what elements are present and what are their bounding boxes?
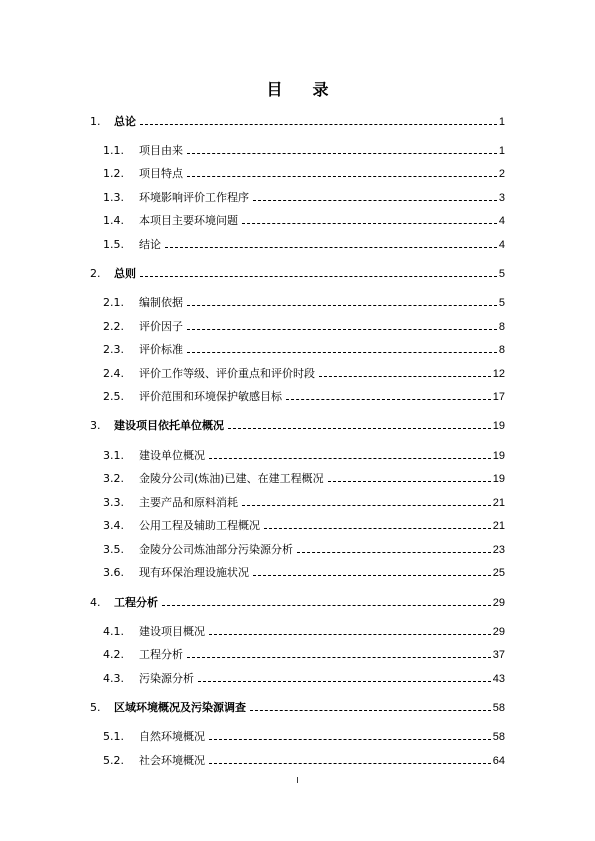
toc-page-number: 23 xyxy=(492,544,505,556)
toc-page-number: 19 xyxy=(492,420,505,432)
toc-leader-dots xyxy=(209,634,491,635)
toc-section-entry[interactable] xyxy=(103,191,505,205)
toc-label: 社会环境概况 xyxy=(139,754,205,767)
toc-leader-dots xyxy=(187,657,491,658)
toc-section-entry[interactable] xyxy=(103,144,505,158)
toc-section-entry[interactable] xyxy=(103,296,505,310)
toc-page-number: 5 xyxy=(498,268,505,280)
toc-label: 编制依据 xyxy=(139,296,183,309)
toc-label: 项目由来 xyxy=(139,144,183,157)
toc-section-entry[interactable] xyxy=(103,449,505,463)
toc-section-entry[interactable] xyxy=(103,730,505,744)
toc-section-entry[interactable] xyxy=(103,625,505,639)
toc-leader-dots xyxy=(264,528,491,529)
toc-number: 4.1. xyxy=(103,625,124,638)
toc-page-number: 19 xyxy=(492,473,505,485)
toc-page-number: 1 xyxy=(498,145,505,157)
toc-page-number: 21 xyxy=(492,497,505,509)
toc-chapter-entry[interactable] xyxy=(90,115,505,129)
toc-number: 2.1. xyxy=(103,296,124,309)
toc-leader-dots xyxy=(253,200,497,201)
toc-page-number: 29 xyxy=(492,597,505,609)
toc-leader-dots xyxy=(319,376,491,377)
toc-number: 1.3. xyxy=(103,191,124,204)
toc-chapter-entry[interactable] xyxy=(90,267,505,281)
toc-leader-dots xyxy=(209,763,491,764)
toc-leader-dots xyxy=(187,176,497,177)
toc-label: 公用工程及辅助工程概况 xyxy=(139,519,260,532)
toc-leader-dots xyxy=(140,124,497,125)
toc-label: 评价工作等级、评价重点和评价时段 xyxy=(139,367,315,380)
toc-number: 2.3. xyxy=(103,343,124,356)
toc-section-entry[interactable] xyxy=(103,496,505,510)
toc-chapter-entry[interactable] xyxy=(90,701,505,715)
toc-page-number: 43 xyxy=(492,673,505,685)
toc-number: 3.1. xyxy=(103,449,124,462)
toc-leader-dots xyxy=(140,276,497,277)
toc-number: 3.3. xyxy=(103,496,124,509)
toc-page-number: 4 xyxy=(498,239,505,251)
toc-label: 污染源分析 xyxy=(139,672,194,685)
toc-leader-dots xyxy=(187,329,497,330)
toc-section-entry[interactable] xyxy=(103,543,505,557)
toc-leader-dots xyxy=(187,352,497,353)
toc-chapter-entry[interactable] xyxy=(90,419,505,433)
toc-number: 4.3. xyxy=(103,672,124,685)
toc-section-entry[interactable] xyxy=(103,566,505,580)
toc-label: 区域环境概况及污染源调查 xyxy=(114,701,246,714)
toc-label: 环境影响评价工作程序 xyxy=(139,191,249,204)
toc-section-entry[interactable] xyxy=(103,167,505,181)
toc-leader-dots xyxy=(198,681,491,682)
toc-leader-dots xyxy=(162,605,491,606)
toc-number: 4. xyxy=(90,596,101,609)
toc-number: 5.2. xyxy=(103,754,124,767)
toc-section-entry[interactable] xyxy=(103,648,505,662)
toc-page-number: 8 xyxy=(498,321,505,333)
toc-label: 项目特点 xyxy=(139,167,183,180)
toc-label: 建设项目依托单位概况 xyxy=(114,419,224,432)
toc-number: 3.6. xyxy=(103,566,124,579)
toc-page-number: 17 xyxy=(492,391,505,403)
toc-leader-dots xyxy=(242,505,491,506)
toc-leader-dots xyxy=(165,247,497,248)
toc-leader-dots xyxy=(297,552,491,553)
toc-page-number: 21 xyxy=(492,520,505,532)
toc-leader-dots xyxy=(209,458,491,459)
toc-label: 建设项目概况 xyxy=(139,625,205,638)
toc-number: 1.4. xyxy=(103,214,124,227)
toc-section-entry[interactable] xyxy=(103,320,505,334)
toc-label: 金陵分公司(炼油)已建、在建工程概况 xyxy=(139,472,324,485)
toc-label: 总论 xyxy=(114,115,136,128)
toc-page-number: 1 xyxy=(498,116,505,128)
toc-section-entry[interactable] xyxy=(103,238,505,252)
toc-page-number: 8 xyxy=(498,344,505,356)
toc-label: 本项目主要环境问题 xyxy=(139,214,238,227)
toc-leader-dots xyxy=(228,428,491,429)
toc-label: 评价因子 xyxy=(139,320,183,333)
toc-page-number: 3 xyxy=(498,192,505,204)
toc-number: 3. xyxy=(90,419,101,432)
toc-page-number: 4 xyxy=(498,215,505,227)
page-footer xyxy=(0,776,595,785)
toc-label: 评价范围和环境保护敏感目标 xyxy=(139,390,282,403)
toc-leader-dots xyxy=(286,399,491,400)
toc-page-number: 12 xyxy=(492,368,505,380)
toc-number: 2.2. xyxy=(103,320,124,333)
toc-section-entry[interactable] xyxy=(103,519,505,533)
toc-number: 1.1. xyxy=(103,144,124,157)
toc-page-number: 64 xyxy=(492,755,505,767)
toc-number: 1.5. xyxy=(103,238,124,251)
toc-label: 金陵分公司炼油部分污染源分析 xyxy=(139,543,293,556)
toc-chapter-entry[interactable] xyxy=(90,596,505,610)
toc-page-number: 29 xyxy=(492,626,505,638)
toc-label: 主要产品和原料消耗 xyxy=(139,496,238,509)
toc-page-number: 37 xyxy=(492,649,505,661)
toc-number: 3.2. xyxy=(103,472,124,485)
toc-leader-dots xyxy=(187,153,497,154)
toc-page-number: 5 xyxy=(498,297,505,309)
toc-number: 2.5. xyxy=(103,390,124,403)
toc-section-entry[interactable] xyxy=(103,672,505,686)
toc-page-number: 2 xyxy=(498,168,505,180)
toc-page-number: 58 xyxy=(492,702,505,714)
toc-leader-dots xyxy=(250,710,491,711)
toc-section-entry[interactable] xyxy=(103,367,505,381)
title-part-2: 录 xyxy=(312,80,329,99)
toc-label: 评价标准 xyxy=(139,343,183,356)
toc-number: 1.2. xyxy=(103,167,124,180)
toc-label: 建设单位概况 xyxy=(139,449,205,462)
toc-number: 5.1. xyxy=(103,730,124,743)
toc-section-entry[interactable] xyxy=(103,472,505,486)
toc-leader-dots xyxy=(253,575,491,576)
toc-label: 自然环境概况 xyxy=(139,730,205,743)
toc-page-number: 19 xyxy=(492,450,505,462)
toc-page-number: 58 xyxy=(492,731,505,743)
toc-section-entry[interactable] xyxy=(103,214,505,228)
toc-label: 工程分析 xyxy=(139,648,183,661)
toc-label: 现有环保治理设施状况 xyxy=(139,566,249,579)
page-title xyxy=(0,77,595,100)
toc-page-number: 25 xyxy=(492,567,505,579)
toc-number: 5. xyxy=(90,701,101,714)
toc-number: 4.2. xyxy=(103,648,124,661)
toc-leader-dots xyxy=(328,481,491,482)
toc-label: 工程分析 xyxy=(114,596,158,609)
toc-number: 3.5. xyxy=(103,543,124,556)
title-part-1: 目 xyxy=(266,80,283,99)
toc-section-entry[interactable] xyxy=(103,343,505,357)
toc-number: 1. xyxy=(90,115,101,128)
toc-label: 结论 xyxy=(139,238,161,251)
toc-leader-dots xyxy=(242,223,497,224)
footer-page-number: I xyxy=(296,776,299,785)
toc-leader-dots xyxy=(187,305,497,306)
toc-number: 3.4. xyxy=(103,519,124,532)
toc-label: 总则 xyxy=(114,267,136,280)
toc-number: 2.4. xyxy=(103,367,124,380)
toc-section-entry[interactable] xyxy=(103,390,505,404)
toc-section-entry[interactable] xyxy=(103,754,505,768)
toc-number: 2. xyxy=(90,267,101,280)
toc-leader-dots xyxy=(209,739,491,740)
